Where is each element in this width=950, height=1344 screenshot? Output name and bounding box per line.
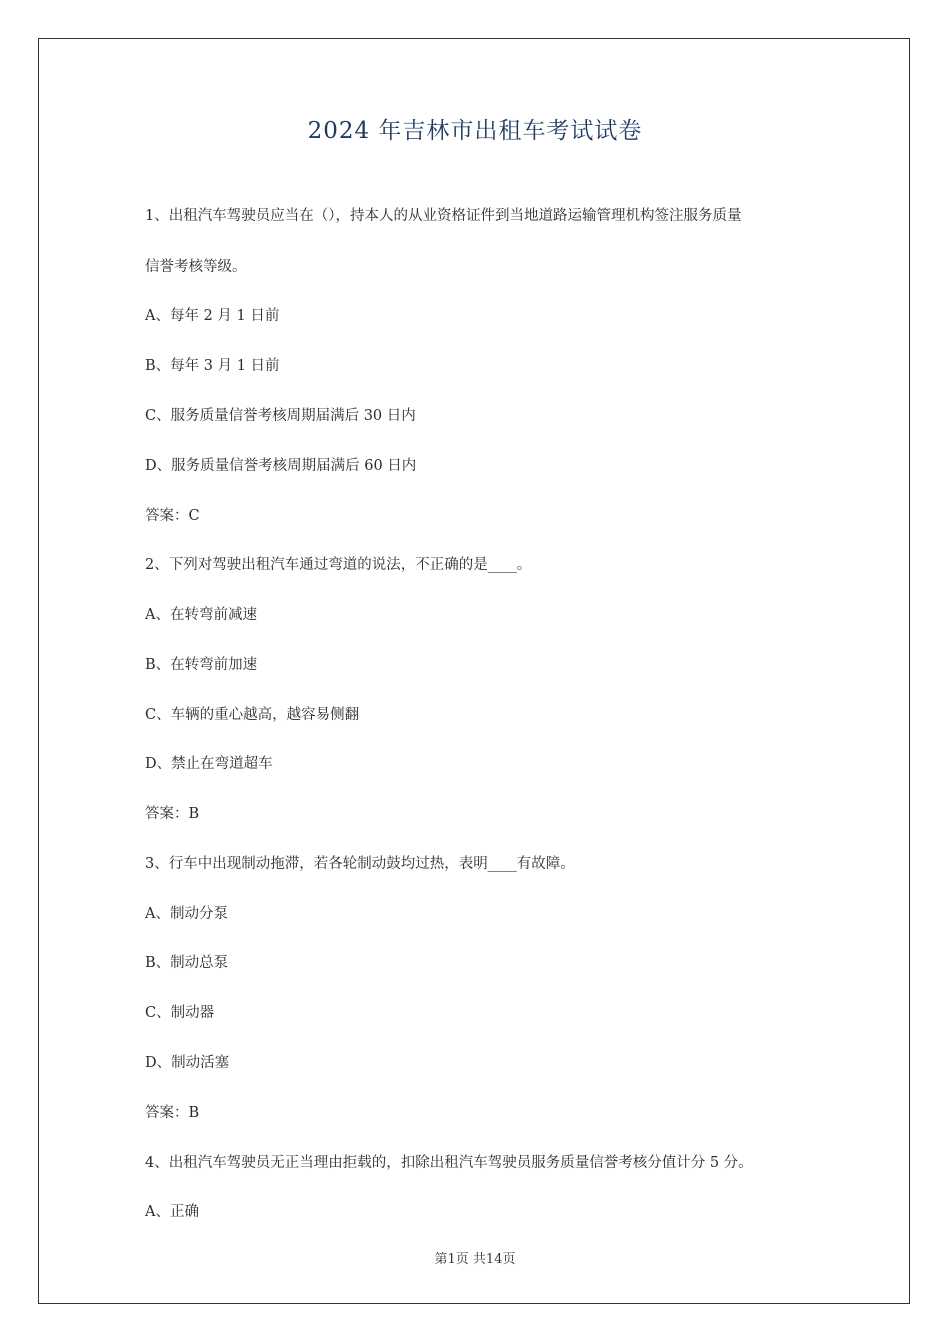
question-3-answer: 答案：B (145, 1105, 200, 1121)
question-3-option-c: C、制动器 (145, 1005, 215, 1021)
question-2-option-a: A、在转弯前减速 (145, 607, 257, 623)
question-4-text: 4、出租汽车驾驶员无正当理由拒载的，扣除出租汽车驾驶员服务质量信誉考核分值计分 5 分。 (145, 1155, 753, 1171)
document-title: 2024 年吉林市出租车考试试卷 (307, 118, 643, 144)
question-1-option-c: C、服务质量信誉考核周期届满后 30 日内 (145, 408, 416, 424)
question-3-text: 3、行车中出现制动拖滞，若各轮制动鼓均过热，表明____有故障。 (145, 856, 575, 872)
question-3-option-a: A、制动分泵 (145, 906, 228, 922)
question-2-answer: 答案：B (145, 806, 200, 822)
question-2-option-b: B、在转弯前加速 (145, 657, 258, 673)
question-1-option-d: D、服务质量信誉考核周期届满后 60 日内 (145, 458, 417, 474)
question-3-option-b: B、制动总泵 (145, 955, 229, 971)
question-1-text-cont: 信誉考核等级。 (145, 259, 247, 275)
question-2-text: 2、下列对驾驶出租汽车通过弯道的说法，不正确的是____。 (145, 557, 532, 573)
question-1-answer: 答案：C (145, 508, 200, 524)
question-2-option-d: D、禁止在弯道超车 (145, 756, 273, 772)
question-3-option-d: D、制动活塞 (145, 1055, 230, 1071)
question-1-option-a: A、每年 2 月 1 日前 (145, 308, 280, 324)
page-footer: 第1页 共14页 (434, 1252, 516, 1267)
question-4-option-a: A、正确 (145, 1204, 199, 1220)
question-1-option-b: B、每年 3 月 1 日前 (145, 358, 280, 374)
question-1-text: 1、出租汽车驾驶员应当在（），持本人的从业资格证件到当地道路运输管理机构签注服务质量 (145, 208, 742, 224)
question-2-option-c: C、车辆的重心越高，越容易侧翻 (145, 707, 360, 723)
